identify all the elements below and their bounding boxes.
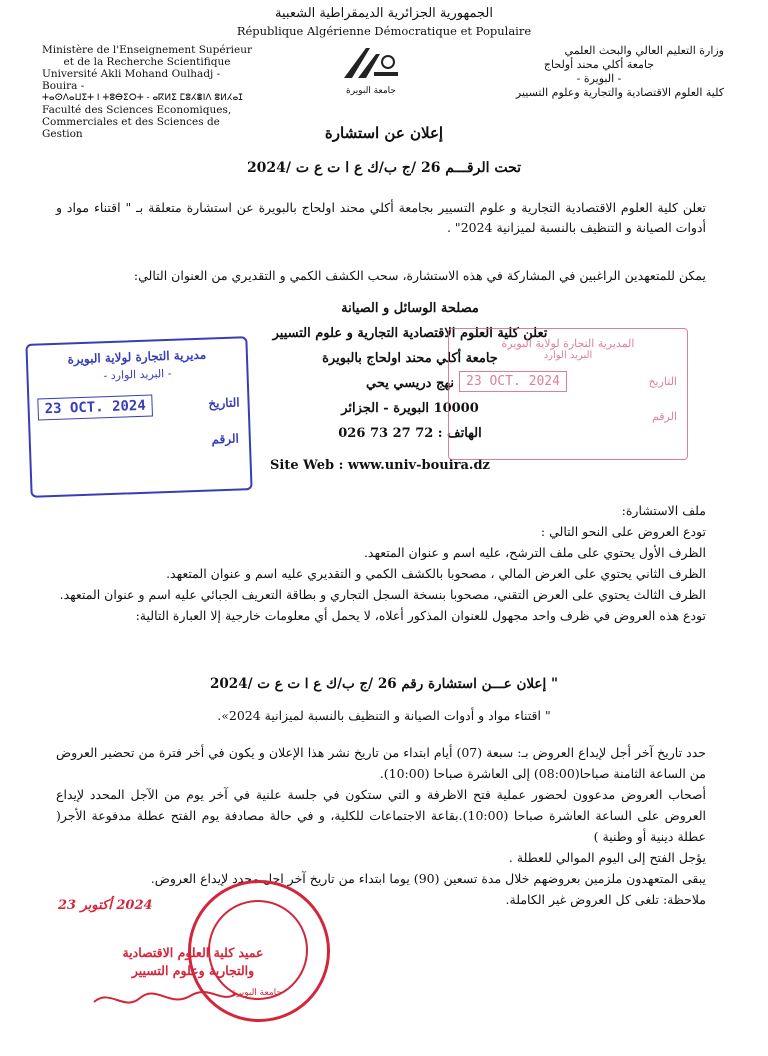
terms-paragraph: يبقى المتعهدون ملزمين بعروضهم خلال مدة تسعين (90) يوما ابتداء من تاريخ آخر اجل محدد لإيداع العروض. bbox=[150, 871, 706, 886]
page-title: إعلان عن استشارة bbox=[324, 124, 444, 142]
header-left-line: Ministère de l'Enseignement Supérieur bbox=[42, 44, 252, 56]
quote-line-1: " إعلان عـــن استشارة رقم 26 /ج ب/ك ع ا ت ع ت /2024 bbox=[210, 676, 558, 692]
stamp-date: 23 OCT. 2024 bbox=[37, 395, 153, 421]
address-line: جامعة أكلي محند اولحاج بالبويرة bbox=[322, 351, 498, 366]
handwritten-signature-icon bbox=[90, 984, 240, 1014]
stamp-line: المديرية التجارة لولاية البويرة bbox=[501, 337, 635, 350]
header-left-line: Commerciales et des Sciences de Gestion bbox=[42, 116, 220, 140]
quote-line-2: " اقتناء مواد و أدوات الصيانة و التنظيف بالنسبة لميزانية 2024». bbox=[217, 708, 551, 723]
logo-caption: جامعة البويرة bbox=[346, 86, 396, 96]
intro-paragraph-2: يمكن للمتعهدين الراغبين في المشاركة في هذه الاستشارة، سحب الكشف الكمي و التقديري من العنوان التالي: bbox=[133, 268, 706, 283]
university-logo-icon bbox=[336, 42, 406, 82]
address-line: 10000 البويرة - الجزائر bbox=[341, 401, 479, 416]
dossier-section bbox=[56, 500, 706, 626]
stamp-line: - البريد الوارد - bbox=[103, 366, 172, 383]
address-line: مصلحة الوسائل و الصيانة bbox=[341, 301, 479, 316]
dean-title-line: عميد كلية العلوم الاقتصادية bbox=[122, 945, 264, 960]
header-right-line: وزارة التعليم العالي والبحث العلمي bbox=[564, 44, 724, 57]
website-link[interactable]: Site Web : www.univ-bouira.dz bbox=[270, 458, 490, 473]
intro-paragraph: تعلن كلية العلوم الاقتصادية التجارية و علوم التسيير بجامعة أكلي محند اولحاج بالبويرة عن استشارة متعلقة بـ " اقتناء مواد و أدوات الصيانة و التنظيف بالنسبة لميزانية 2024" . bbox=[56, 200, 706, 235]
header-right-line: كلية العلوم الاقتصادية والتجارية وعلوم التسيير bbox=[515, 86, 724, 99]
dossier-line: الظرف الثالث يحتوي على العرض التقني، مصحوبا بنسخة السجل التجاري و بطاقة التعريف الجبائي عليه اسم و عنوان المتعهد. bbox=[59, 587, 706, 602]
dossier-line: الظرف الثاني يحتوي على العرض المالي ، مصحوبا بالكشف الكمي و التقديري عليه اسم و عنوان المتعهد. bbox=[166, 566, 706, 581]
address-line: تعلن كلية العلوم الاقتصادية التجارية و علوم التسيير bbox=[272, 326, 548, 341]
blue-stamp bbox=[25, 336, 252, 498]
header-right-line: - البويرة - bbox=[576, 72, 622, 85]
header-left-line: Faculté des Sciences Economiques, bbox=[42, 104, 232, 116]
dossier-line: تودع هذه العروض في ظرف واحد مجهول للعنوان المذكور أعلاه، لا يحمل أي معلومات خارجية إلا العبارة التالية: bbox=[135, 608, 706, 623]
header-left-line: et de la Recherche Scientifique bbox=[63, 56, 231, 68]
dossier-heading: ملف الاستشارة: bbox=[621, 503, 706, 518]
header-right-block bbox=[474, 44, 724, 100]
seal-caption: جامعة البويرة bbox=[232, 988, 282, 998]
address-line: نهج دريسي يحي bbox=[365, 376, 455, 391]
terms-paragraph: حدد تاريخ آخر أجل لإيداع العروض بـ: سبعة (07) أيام ابتداء من تاريخ نشر هذا الإعلان و يكون في أخر فترة من تحضير العروض من الساعة الثامنة صباحا(08:00) إلى العاشرة صباحا (10:00). bbox=[56, 745, 706, 781]
university-logo bbox=[336, 42, 406, 94]
terms-paragraph: يؤجل الفتح إلى اليوم الموالي للعطلة . bbox=[508, 850, 706, 865]
stamp-date-label: التاريخ bbox=[208, 395, 240, 411]
signature-date: 2024 أكتوبر 23 bbox=[58, 898, 153, 913]
stamp-line: البريد الوارد bbox=[543, 350, 593, 361]
terms-paragraph: ملاحظة: تلغى كل العروض غير الكاملة. bbox=[505, 892, 706, 907]
terms-paragraph: أصحاب العروض مدعوون لحضور عملية فتح الاظرفة و التي ستكون في جلسة علنية في آخر يوم من الآجل المحدد لإيداع العروض على الساعة العاشرة صباحا (10:00).بقاعة الاجتماعات للكلية، و في حالة مصادفة يوم الفتح عطلة مدفوعة الأجر( عطلة دينية أو وطنية ) bbox=[56, 787, 707, 844]
header-republic-fr: République Algérienne Démocratique et Populaire bbox=[236, 24, 532, 38]
stamp-number-label: الرقم bbox=[211, 431, 240, 447]
header-left-line: ⵜⴰⵙⴷⴰⵡⵉⵜ ⵏ ⵜⵓⴱⵉⵔⵜ - ⴰⴽⵍⵉ ⵎⵓⵃⴻⵏⴷ ⵓⵍⵃⴰⵊ bbox=[42, 93, 243, 103]
stamp-line: مديرية التجارة لولاية البويرة bbox=[67, 347, 207, 367]
header-right-line: جامعة أكلي محند أولحاج bbox=[543, 58, 655, 71]
reference-number: تحت الرقـــم 26 /ج ب/ك ع ا ت ع ت /2024 bbox=[246, 160, 522, 176]
stamp-number-label: الرقم bbox=[651, 410, 677, 423]
dossier-line: تودع العروض على النحو التالي : bbox=[540, 524, 706, 539]
header-republic-ar: الجمهورية الجزائرية الديمقراطية الشعبية bbox=[275, 6, 493, 21]
stamp-date-label: التاريخ bbox=[648, 375, 677, 388]
stamp-date: 23 OCT. 2024 bbox=[459, 371, 567, 392]
header-left-line: Université Akli Mohand Oulhadj - Bouira - bbox=[42, 68, 221, 92]
pink-stamp bbox=[448, 328, 688, 460]
dean-title-line: والتجارية وعلوم التسيير bbox=[131, 963, 255, 978]
terms-section bbox=[56, 742, 706, 910]
address-line: الهاتف : 72 27 73 026 bbox=[338, 426, 482, 441]
dean-title bbox=[88, 944, 298, 980]
dossier-line: الظرف الأول يحتوي على ملف الترشح، عليه اسم و عنوان المتعهد. bbox=[363, 545, 706, 560]
